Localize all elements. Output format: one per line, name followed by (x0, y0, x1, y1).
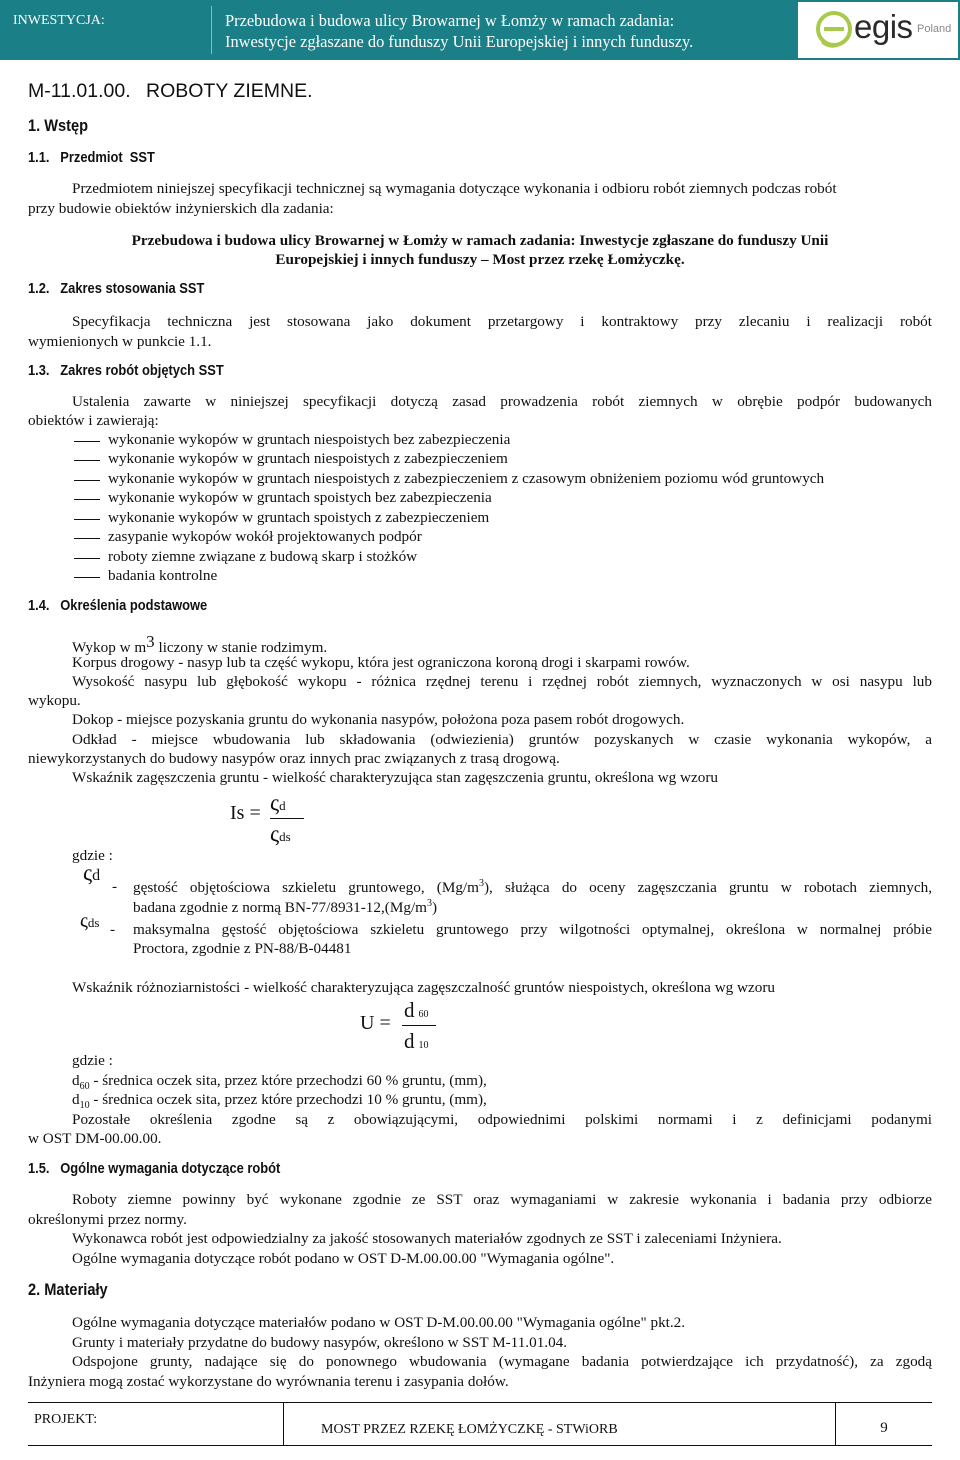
def-odklad-line-1: Odkład - miejsce wbudowania lub składowania (odwiezienia) gruntów pozyskanych w czasie wykonania wykopów, a (72, 731, 932, 748)
para-1-line-1: Przedmiotem niniejszej specyfikacji technicznej są wymagania dotyczące wykonania i odbioru robót ziemnych podczas robót (72, 180, 837, 197)
section-1-heading: 1. Wstęp (28, 116, 89, 135)
rho-ds-dash: - (110, 921, 116, 938)
list-dash (74, 577, 100, 578)
list-item: badania kontrolne (108, 567, 218, 584)
pozostale-line-1: Pozostałe określenia zgodne są z obowiązującymi, odpowiednimi polskimi normami i z definicjami podanymi (72, 1111, 932, 1128)
formula-2-den-subscript: 10 (418, 1040, 429, 1051)
rho-symbol: ς (270, 821, 280, 846)
formula-1-num-subscript: d (279, 798, 286, 813)
footer-project-name-cell (284, 1403, 836, 1445)
para-1-line-2: przy budowie obiektów inżynierskich dla zadania: (28, 200, 334, 217)
formula-1-denominator (270, 821, 291, 847)
d60-text: - średnica oczek sita, przez które przechodzi 60 % gruntu, (mm), (89, 1072, 487, 1089)
formula-1-lhs: Is = (230, 802, 261, 824)
para-3-line-1: Ustalenia zawarte w niniejszej specyfikacji dotyczą zasad prowadzenia robót ziemnych w obrębie podpór budowanych (72, 393, 932, 410)
list-dash (74, 499, 100, 500)
formula-2-fraction-bar (402, 1025, 436, 1026)
header-investment-label-cell (0, 0, 213, 60)
investment-label: INWESTYCJA: (13, 13, 105, 28)
formula-2-denominator (404, 1029, 429, 1054)
formula-2-num-subscript: 60 (418, 1009, 429, 1020)
rho-d-def-text-b: ), służąca do oceny zagęszczania gruntu w robotach ziemnych, (483, 879, 933, 897)
def-wysokosc-line-2: wykopu. (28, 692, 81, 709)
para-5-line-3: Wykonawca robót jest odpowiedzialny za jakość stosowanych materiałów zgodnych ze SST i zaleceniami Inżyniera. (72, 1230, 782, 1247)
list-dash (74, 519, 100, 520)
d10-symbol: d (72, 1091, 80, 1108)
rho-ds-subscript: ds (87, 915, 100, 930)
header-project-cell (213, 0, 798, 60)
def-dokop: Dokop - miejsce pozyskania gruntu do wykonania nasypów, położona poza pasem robót drogowych. (72, 711, 685, 728)
formula-1-fraction-bar (270, 818, 304, 819)
rho-d-def-text-c: badana zgodnie z normą BN-77/8931-12,(Mg/m (133, 899, 427, 917)
formula-2-den-d: d (404, 1029, 415, 1053)
list-dash (74, 480, 100, 481)
rho-d-def-text-a: gęstość objętościowa szkieletu gruntowego, (Mg/m (133, 879, 479, 897)
project-name-line-2: Europejskiej i innych funduszy – Most przez rzekę Łomżyczkę. (275, 251, 685, 268)
list-item: wykonanie wykopów w gruntach niespoistych z zabezpieczeniem (108, 450, 508, 467)
list-item: wykonanie wykopów w gruntach spoistych bez zabezpieczenia (108, 489, 492, 506)
def-wykop-superscript: 3 (146, 632, 155, 651)
d60-subscript: 60 (79, 1081, 90, 1093)
list-dash (74, 558, 100, 559)
d60-symbol: d (72, 1072, 80, 1089)
footer-projekt-cell (28, 1403, 284, 1445)
rho-symbol: ς (270, 790, 280, 815)
def-wykop-rest: liczony w stanie rodzimym. (154, 639, 328, 656)
def-wykop-text: Wykop w m (72, 639, 147, 656)
page-number: 9 (880, 1420, 888, 1436)
rho-d-def-superscript-2: 3 (426, 898, 432, 909)
footer-page-cell (836, 1403, 932, 1445)
para-5-line-4: Ogólne wymagania dotyczące robót podano w OST D-M.00.00.00 "Wymagania ogólne". (72, 1250, 615, 1267)
def-wskaznik-zageszczenia: Wskaźnik zagęszczenia gruntu - wielkość charakteryzująca stan zagęszczenia gruntu, określona wg wzoru (72, 769, 719, 786)
list-dash (74, 460, 100, 461)
materials-line-1: Ogólne wymagania dotyczące materiałów podano w OST D-M.00.00.00 "Wymagania ogólne" pkt.2. (72, 1314, 686, 1331)
doc-code: M-11.01.00. (28, 80, 131, 102)
materials-line-4: Inżyniera mogą zostać wykorzystane do wyrównania terenu i zasypania dołów. (28, 1373, 509, 1390)
rho-symbol: ς (80, 910, 88, 932)
header-logo-cell (798, 0, 960, 60)
formula-1-numerator (270, 790, 286, 816)
list-item: wykonanie wykopów w gruntach niespoistych z zabezpieczeniem z czasowym obniżeniem poziomu wód gruntowych (108, 470, 825, 487)
d10-subscript: 10 (79, 1100, 90, 1112)
rho-ds-definition-line-2: Proctora, zgodnie z PN-88/B-04481 (133, 940, 352, 957)
list-dash (74, 441, 100, 442)
para-5-line-1: Roboty ziemne powinny być wykonane zgodnie ze SST oraz wymaganiami w zakresie wykonania i badania przy odbiorze (72, 1191, 932, 1208)
section-1-1-heading: 1.1. Przedmiot SST (28, 149, 155, 166)
section-1-3-heading: 1.3. Zakres robót objętych SST (28, 362, 224, 379)
para-5-line-2: określonymi przez normy. (28, 1211, 187, 1228)
d60-definition (72, 1072, 487, 1092)
logo-text: egis (854, 8, 913, 45)
formula-1-den-subscript: ds (279, 829, 291, 844)
rho-ds-symbol (80, 910, 99, 933)
rho-d-subscript: d (92, 867, 101, 884)
list-item: wykonanie wykopów w gruntach spoistych z zabezpieczeniem (108, 509, 490, 526)
list-item: roboty ziemne związane z budową skarp i stożków (108, 548, 418, 565)
formula-2-lhs: U = (360, 1012, 391, 1034)
materials-line-2: Grunty i materiały przydatne do budowy nasypów, określono w SST M-11.01.04. (72, 1334, 568, 1351)
project-name-line-1: Przebudowa i budowa ulicy Browarnej w Łomży w ramach zadania: Inwestycje zgłaszane do funduszy Unii (131, 232, 829, 249)
section-1-2-heading: 1.2. Zakres stosowania SST (28, 280, 205, 297)
def-korpus: Korpus drogowy - nasyp lub ta część wykopu, która jest ograniczona koroną drogi i skarpami rowów. (72, 654, 690, 671)
rho-symbol: ς (83, 860, 93, 885)
section-2-heading: 2. Materiały (28, 1280, 108, 1299)
para-2-line-2: wymienionych w punkcie 1.1. (28, 333, 212, 350)
gdzie-label-2: gdzie : (72, 1052, 113, 1069)
rho-d-dash: - (112, 878, 118, 895)
footer-project-name: MOST PRZEZ RZEKĘ ŁOMŻYCZKĘ - STWiORB (321, 1422, 618, 1437)
rho-d-definition-line-1 (133, 878, 932, 897)
list-item: zasypanie wykopów wokół projektowanych podpór (108, 528, 422, 545)
formula-2-num-d: d (404, 998, 415, 1022)
header-project-line-2: Inwestycje zgłaszane do funduszy Unii Europejskiej i innych funduszy. (225, 32, 694, 51)
footer-projekt-label: PROJEKT: (34, 1412, 98, 1427)
page-footer (28, 1402, 932, 1446)
formula-2-numerator (404, 998, 429, 1023)
gdzie-label-1: gdzie : (72, 847, 113, 864)
para-2-line-1: Specyfikacja techniczna jest stosowana jako dokument przetargowy i kontraktowy przy zlecaniu i realizacji robót (72, 313, 932, 330)
header-separator (211, 6, 212, 54)
doc-title: ROBOTY ZIEMNE. (146, 80, 313, 102)
header-project-line-1: Przebudowa i budowa ulicy Browarnej w Łomży w ramach zadania: (225, 11, 675, 30)
list-dash (74, 538, 100, 539)
rho-d-symbol (83, 860, 100, 886)
def-wskaznik-roznoziarnistosci: Wskaźnik różnoziarnistości - wielkość charakteryzująca zagęszczalność gruntów niespoistych, określona wg wzoru (72, 979, 776, 996)
rho-d-definition-line-2 (133, 898, 437, 917)
rho-d-def-superscript: 3 (478, 878, 484, 889)
materials-line-3: Odspojone grunty, nadające się do ponownego wbudowania (wymagane badania potwierdzające ich przydatność), za zgodą (72, 1353, 932, 1370)
section-1-4-heading: 1.4. Określenia podstawowe (28, 597, 208, 614)
d10-text: - średnica oczek sita, przez które przechodzi 10 % gruntu, (mm), (89, 1091, 487, 1108)
rho-d-def-text-d: ) (431, 899, 438, 917)
section-1-5-heading: 1.5. Ogólne wymagania dotyczące robót (28, 1160, 281, 1177)
logo-country: Poland (917, 23, 952, 35)
def-wysokosc-line-1: Wysokość nasypu lub głębokość wykopu - różnica rzędnej terenu i rzędnej robót ziemnych, wyznaczonych w osi nasypu lub (72, 673, 932, 690)
pozostale-line-2: w OST DM-00.00.00. (28, 1130, 162, 1147)
para-3-line-2: obiektów i zawierają: (28, 412, 159, 429)
list-item: wykonanie wykopów w gruntach niespoistych bez zabezpieczenia (108, 431, 511, 448)
rho-ds-definition-line-1: maksymalna gęstość objętościowa szkieletu gruntowego przy wilgotności optymalnej, określona w normalnej próbie (133, 921, 932, 938)
d10-definition (72, 1091, 487, 1111)
def-odklad-line-2: niewykorzystanych do budowy nasypów oraz innych prac związanych z trasą drogową. (28, 750, 560, 767)
